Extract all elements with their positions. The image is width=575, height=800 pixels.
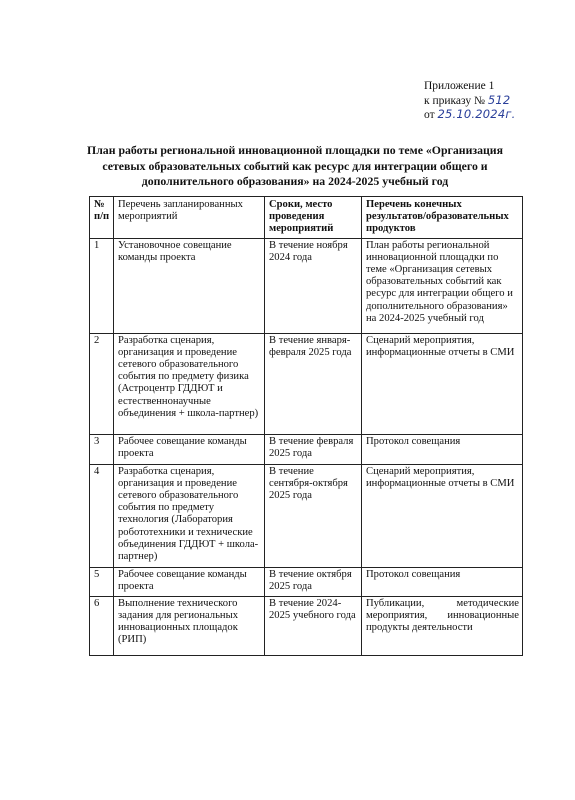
- cell-term: В течение ноября 2024 года: [265, 238, 362, 333]
- table-header-row: [90, 197, 523, 239]
- header-events: Перечень запланированных мероприятий: [114, 197, 265, 239]
- cell-term: В течение 2024-2025 учебного года: [265, 596, 362, 655]
- header-results: Перечень конечных результатов/образовательных продуктов: [362, 197, 523, 239]
- order-date-prefix: от: [424, 109, 435, 121]
- cell-result: Публикации, методические мероприятия, инновационные продукты деятельности: [362, 596, 523, 655]
- cell-num: 1: [90, 238, 114, 333]
- cell-num: 5: [90, 567, 114, 596]
- header-num: № п/п: [90, 197, 114, 239]
- cell-event: Разработка сценария, организация и проведение сетевого образовательного события по предмету физика (Астроцентр ГДДЮТ и естественнонаучные объединения + школа-партнер): [114, 333, 265, 434]
- table-row: [90, 238, 523, 333]
- table-row: [90, 434, 523, 464]
- order-number: 512: [487, 92, 511, 107]
- title-line-3: дополнительного образования» на 2024-2025 учебный год: [141, 174, 449, 188]
- cell-term: В течение октября 2025 года: [265, 567, 362, 596]
- cell-num: 2: [90, 333, 114, 434]
- cell-result: Сценарий мероприятия, информационные отчеты в СМИ: [362, 464, 523, 567]
- order-number-line: [424, 94, 515, 109]
- table-row: [90, 596, 523, 655]
- cell-term: В течение января-февраля 2025 года: [265, 333, 362, 434]
- cell-result: Сценарий мероприятия, информационные отчеты в СМИ: [362, 333, 523, 434]
- cell-event: Установочное совещание команды проекта: [114, 238, 265, 333]
- cell-num: 4: [90, 464, 114, 567]
- table-row: [90, 464, 523, 567]
- appendix-title: Приложение 1: [424, 80, 495, 92]
- table-row: [90, 567, 523, 596]
- order-date: 25.10.2024г.: [437, 107, 516, 121]
- document-title: [60, 143, 530, 190]
- cell-result: План работы региональной инновационной площадки по теме «Организация сетевых образовательных событий как ресурс для интеграции общего и дополнительного образования» на 2024-2025 учебный год: [362, 238, 523, 333]
- header-terms: Сроки, место проведения мероприятий: [265, 197, 362, 239]
- cell-event: Выполнение технического задания для региональных инновационных площадок (РИП): [114, 596, 265, 655]
- cell-term: В течение февраля 2025 года: [265, 434, 362, 464]
- order-number-prefix: к приказу №: [424, 94, 485, 107]
- cell-event: Рабочее совещание команды проекта: [114, 434, 265, 464]
- table-row: [90, 333, 523, 434]
- cell-event: Разработка сценария, организация и проведение сетевого образовательного события по предмету технология (Лаборатория робототехники и технические объединения ГДДЮТ + школа-партнер): [114, 464, 265, 567]
- cell-result: Протокол совещания: [362, 434, 523, 464]
- cell-num: 6: [90, 596, 114, 655]
- title-line-1: План работы региональной инновационной площадки по теме «Организация: [87, 143, 503, 157]
- title-line-2: сетевых образовательных событий как ресурс для интеграции общего и: [102, 158, 488, 173]
- cell-term: В течение сентября-октября 2025 года: [265, 464, 362, 567]
- cell-num: 3: [90, 434, 114, 464]
- appendix-block: [424, 80, 515, 123]
- order-date-line: [424, 108, 515, 123]
- cell-result: Протокол совещания: [362, 567, 523, 596]
- cell-event: Рабочее совещание команды проекта: [114, 567, 265, 596]
- work-plan-table: [89, 196, 523, 656]
